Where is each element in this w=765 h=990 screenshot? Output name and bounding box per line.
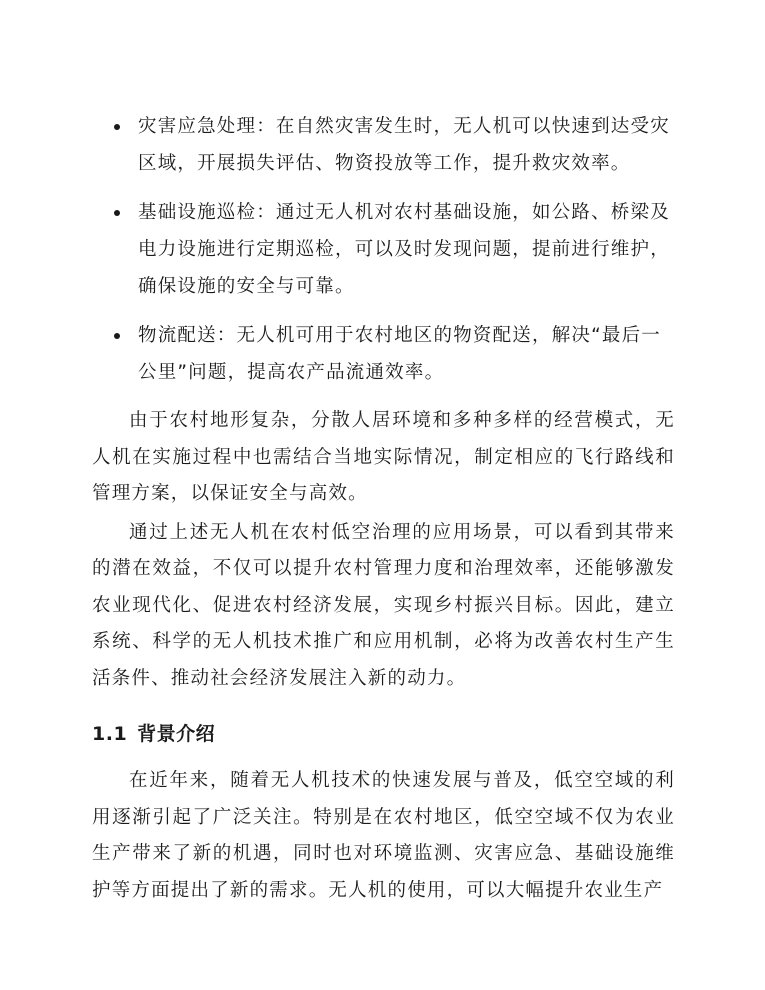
body-paragraph-terrain: 由于农村地形复杂，分散人居环境和多种多样的经营模式，无人机在实施过程中也需结合当地实际情况，制定相应的飞行路线和管理方案，以保证安全与高效。 <box>92 410 675 504</box>
bullet-text: 物流配送：无人机可用于农村地区的物资配送，解决“最后一公里”问题，提高农产品流通效率。 <box>138 325 661 383</box>
body-paragraph-benefits: 通过上述无人机在农村低空治理的应用场景，可以看到其带来的潜在效益，不仅可以提升农村管理力度和治理效率，还能够激发农业现代化、促进农村经济发展，实现乡村振兴目标。因此，建立系统、科学的无人机技术推广和应用机制，必将为改善农村生产生活条件、推动社会经济发展注入新的动力。 <box>92 521 675 689</box>
bullet-text: 灾害应急处理：在自然灾害发生时，无人机可以快速到达受灾区域，开展损失评估、物资投放等工作，提升救灾效率。 <box>138 116 670 174</box>
section-heading <box>92 721 675 747</box>
bullet-dot-icon <box>114 124 120 130</box>
bullet-item-infrastructure-inspection <box>92 194 675 305</box>
bullet-dot-icon <box>114 210 120 216</box>
section-title: 背景介绍 <box>137 723 216 745</box>
bullet-item-logistics <box>92 317 675 391</box>
bullet-item-disaster-response <box>92 108 675 182</box>
body-paragraph-background: 在近年来，随着无人机技术的快速发展与普及，低空空域的利用逐渐引起了广泛关注。特别是在农村地区，低空空域不仅为农业生产带来了新的机遇，同时也对环境监测、灾害应急、基础设施维护等方面提出了新的需求。无人机的使用，可以大幅提升农业生产 <box>92 770 675 901</box>
document-page <box>92 108 675 909</box>
section-number: 1.1 <box>92 723 128 745</box>
bullet-text: 基础设施巡检：通过无人机对农村基础设施，如公路、桥梁及电力设施进行定期巡检，可以及时发现问题，提前进行维护，确保设施的安全与可靠。 <box>138 202 670 297</box>
bullet-dot-icon <box>114 333 120 339</box>
application-bullet-list <box>92 108 675 391</box>
